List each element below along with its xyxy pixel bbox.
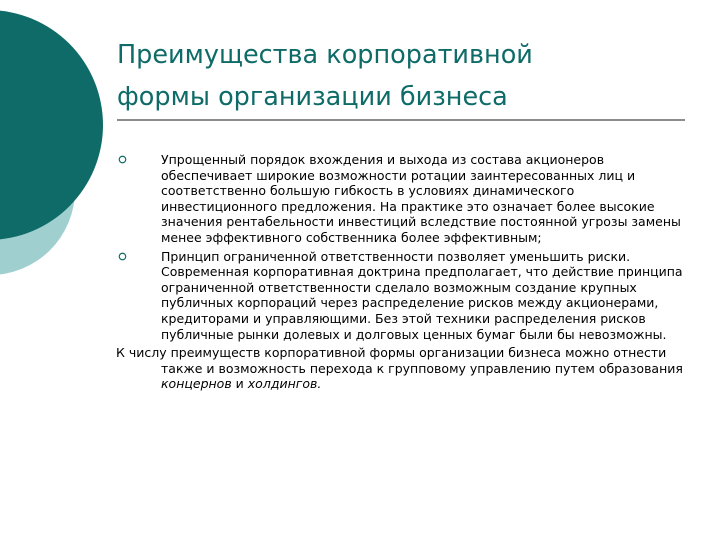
circle-bullet-icon — [118, 252, 127, 261]
closing-joiner: и — [231, 376, 248, 392]
emphasis-holdings: холдингов. — [247, 376, 322, 392]
title-divider — [117, 119, 685, 121]
bullet-item-2 — [116, 249, 688, 343]
emphasis-concerns: концернов — [161, 376, 232, 392]
bullet-text-1: Упрощенный порядок вхождения и выхода из состава акционеров обеспечивает широкие возможности ротации заинтересованных лиц и соответственно большую гибкость в условиях динамического инвестиционного предложения. На практике это означает более высокие значения рентабельности инвестиций вследствие постоянной угрозы замены менее эффективного собственника более эффективным; — [161, 152, 681, 245]
slide-title-line-2: формы организации бизнеса — [117, 82, 508, 112]
slide-body — [116, 152, 688, 392]
bullet-text-2: Принцип ограниченной ответственности позволяет уменьшить риски. Современная корпоративная доктрина предполагает, что действие принципа ограниченной ответственности сделало возможным создание крупных публичных корпораций через распределение рисков между акционерами, кредиторами и управляющими. Без этой техники распределения рисков публичные рынки долевых и долговых ценных бумаг были бы невозможны. — [161, 248, 683, 342]
decorative-circles — [0, 0, 110, 300]
slide-title-line-1: Преимущества корпоративной — [117, 40, 533, 70]
closing-paragraph — [116, 345, 688, 392]
circle-bullet-icon — [118, 155, 127, 164]
bullet-item-1 — [116, 152, 688, 246]
slide-title — [117, 34, 697, 118]
closing-text: К числу преимуществ корпоративной формы организации бизнеса можно отнести также и возможность перехода к групповому управлению путем образования — [116, 345, 683, 376]
dark-teal-circle — [0, 10, 103, 240]
